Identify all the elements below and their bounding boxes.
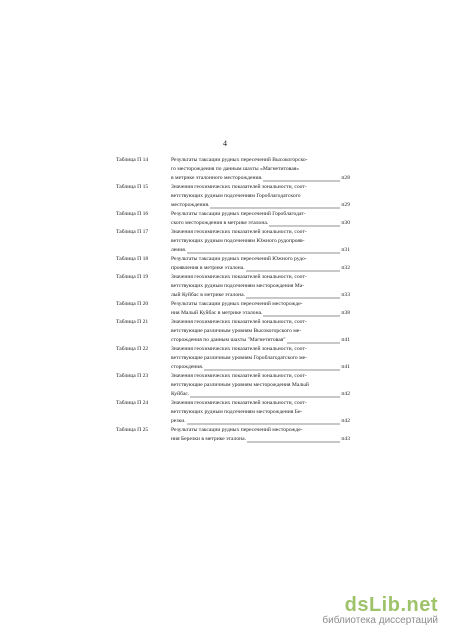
toc-entry-last-line xyxy=(171,174,350,183)
toc-entry-line: ния Малый Куйбас в метрике эталона. xyxy=(171,310,263,316)
toc-entry-line: Значения геохимических показателей зональности, соот- xyxy=(171,274,307,280)
page-number: 4 xyxy=(223,139,227,148)
toc-entry-page: п42 xyxy=(341,418,350,424)
toc-entry-line: ского месторождения в метрике эталона. xyxy=(171,220,269,226)
toc-entry-page: п41 xyxy=(341,364,350,370)
dot-leader xyxy=(287,336,341,345)
toc-entry-label: Таблица П 18 xyxy=(116,256,149,262)
toc-entry-line: Значения геохимических показателей зональности, соот- xyxy=(171,346,307,352)
toc-entry-last-line xyxy=(171,219,350,228)
toc-entry-line: Куйбас. xyxy=(171,391,190,397)
toc-entry-body xyxy=(171,345,350,372)
toc-entry-line: в метрике эталонного месторождения. xyxy=(171,175,263,181)
toc-entry-last-line xyxy=(171,435,350,444)
toc-entry-line: лый Куйбас в метрике эталона. xyxy=(171,292,245,298)
toc-entry-line: проявления в метрике эталона. xyxy=(171,265,245,271)
table-of-contents xyxy=(116,156,350,444)
toc-entry-label: Таблица П 15 xyxy=(116,184,149,190)
toc-entry-line: Результаты таксации рудных пересечений Гороблагодат- xyxy=(171,211,306,217)
toc-entry-last-line xyxy=(171,390,350,399)
toc-entry-line: ния Березки в метрике эталона. xyxy=(171,436,247,442)
toc-entry-line: ветствующих рудным подсечениям месторождения Ма- xyxy=(171,283,305,289)
toc-entry xyxy=(116,399,350,426)
dot-leader xyxy=(210,201,340,210)
toc-entry xyxy=(116,183,350,210)
toc-entry-label: Таблица П 25 xyxy=(116,427,149,433)
toc-entry xyxy=(116,345,350,372)
toc-entry-page: п32 xyxy=(341,265,350,271)
toc-entry-page: п29 xyxy=(341,202,350,208)
toc-entry xyxy=(116,426,350,444)
toc-entry-line: Результаты таксации рудных пересечений месторожде- xyxy=(171,427,303,433)
toc-entry xyxy=(116,255,350,273)
toc-entry-label: Таблица П 17 xyxy=(116,229,149,235)
dot-leader xyxy=(269,219,340,228)
toc-entry-line: месторождения. xyxy=(171,202,210,208)
toc-entry-line: ветствующие различным уровням Гороблагодатского ме- xyxy=(171,355,308,361)
toc-entry-label: Таблица П 19 xyxy=(116,274,149,280)
toc-entry xyxy=(116,300,350,318)
toc-entry-body xyxy=(171,228,350,255)
toc-entry-line: ветствующих рудным подсечениям Южного рудопрояв- xyxy=(171,238,305,244)
toc-entry xyxy=(116,318,350,345)
toc-entry-last-line xyxy=(171,246,350,255)
toc-entry-body xyxy=(171,210,350,228)
toc-entry-label: Таблица П 23 xyxy=(116,373,149,379)
toc-entry-line: ления. xyxy=(171,247,187,253)
toc-entry-body xyxy=(171,183,350,210)
dot-leader xyxy=(247,435,340,444)
toc-entry-line: Результаты таксации рудных пересечений Южного рудо- xyxy=(171,256,307,262)
toc-entry-line: Результаты таксации рудных пересечений месторожде- xyxy=(171,301,303,307)
toc-entry-line: Значения геохимических показателей зональности, соот- xyxy=(171,373,307,379)
dot-leader xyxy=(204,363,340,372)
toc-entry-line: ветствующие различным уровням месторождения Малый xyxy=(171,382,309,388)
dot-leader xyxy=(263,174,340,183)
toc-entry xyxy=(116,156,350,183)
dot-leader xyxy=(187,246,340,255)
toc-entry-body xyxy=(171,273,350,300)
toc-entry-last-line xyxy=(171,264,350,273)
toc-entry-body xyxy=(171,255,350,273)
toc-entry-line: Значения геохимических показателей зональности, соот- xyxy=(171,184,307,190)
toc-entry-line: сторождения по данным шахты "Магнетитовая" xyxy=(171,337,286,343)
toc-entry-line: го месторождения по данным шахты «Магнетитовая» xyxy=(171,166,300,172)
toc-entry-label: Таблица П 14 xyxy=(116,157,149,163)
toc-entry-page: п28 xyxy=(341,175,350,181)
toc-entry-label: Таблица П 24 xyxy=(116,400,149,406)
toc-entry-label: Таблица П 21 xyxy=(116,319,149,325)
toc-entry-line: Значения геохимических показателей зональности, соот- xyxy=(171,400,307,406)
toc-entry xyxy=(116,228,350,255)
toc-entry-line: Значения геохимических показателей зональности, соот- xyxy=(171,319,307,325)
toc-entry-last-line xyxy=(171,363,350,372)
toc-entry-page: п30 xyxy=(341,220,350,226)
toc-entry-line: Значения геохимических показателей зональности, соот- xyxy=(171,229,307,235)
toc-entry-line: резки. xyxy=(171,418,186,424)
toc-entry-label: Таблица П 22 xyxy=(116,346,149,352)
toc-entry-last-line xyxy=(171,309,350,318)
watermark xyxy=(322,594,438,626)
toc-entry-line: ветствующих рудным подсечениям Гороблагодатского xyxy=(171,193,301,199)
dot-leader xyxy=(187,417,341,426)
watermark-subtitle: библиотека диссертаций xyxy=(322,615,438,626)
toc-entry-line: ветствующих рудным подсечениям месторождения Бе- xyxy=(171,409,303,415)
toc-entry-page: п43 xyxy=(341,436,350,442)
toc-entry-body xyxy=(171,426,350,444)
toc-entry-last-line xyxy=(171,201,350,210)
toc-entry xyxy=(116,210,350,228)
toc-entry-body xyxy=(171,300,350,318)
toc-entry-last-line xyxy=(171,291,350,300)
toc-entry-last-line xyxy=(171,336,350,345)
toc-entry-line: Результаты таксации рудных пересечений Высокогорско- xyxy=(171,157,308,163)
toc-entry-body xyxy=(171,318,350,345)
toc-entry xyxy=(116,273,350,300)
toc-entry-body xyxy=(171,399,350,426)
toc-entry-label: Таблица П 20 xyxy=(116,301,149,307)
toc-entry xyxy=(116,372,350,399)
toc-entry-body xyxy=(171,372,350,399)
toc-entry-page: п42 xyxy=(341,391,350,397)
watermark-logo: dsLib.net xyxy=(344,594,438,616)
toc-entry-label: Таблица П 16 xyxy=(116,211,149,217)
dot-leader xyxy=(263,309,340,318)
dot-leader xyxy=(246,264,341,273)
toc-entry-last-line xyxy=(171,417,350,426)
toc-entry-line: ветствующие различным уровням Высокогорского ме- xyxy=(171,328,302,334)
toc-entry-page: п33 xyxy=(341,292,350,298)
toc-entry-page: п31 xyxy=(341,247,350,253)
toc-entry-page: п38 xyxy=(341,310,350,316)
toc-entry-line: сторождения. xyxy=(171,364,204,370)
dot-leader xyxy=(246,291,340,300)
toc-entry-page: п41 xyxy=(341,337,350,343)
toc-entry-body xyxy=(171,156,350,183)
dot-leader xyxy=(190,390,340,399)
